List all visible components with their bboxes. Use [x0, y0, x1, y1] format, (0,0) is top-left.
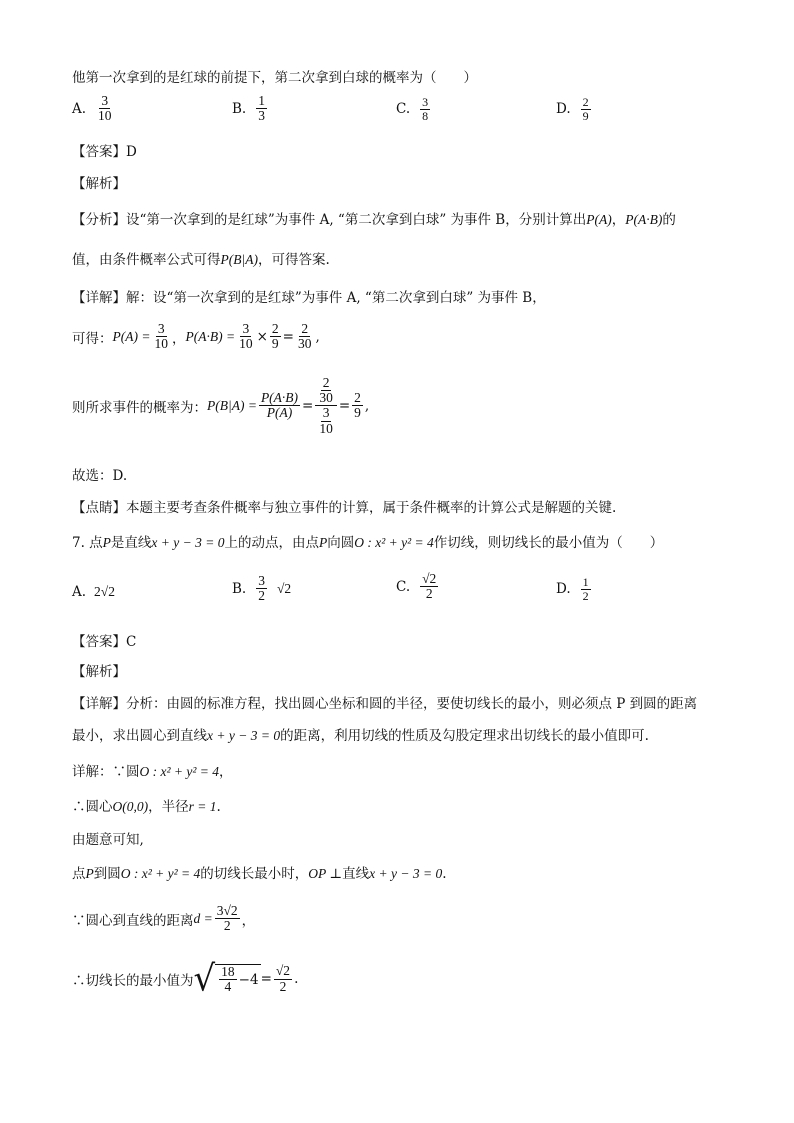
q7-distance: ∵圆心到直线的距离 d = $\frac{3√2}{2}$ ，	[72, 903, 256, 934]
q7-tangent-condition: 点P到圆O : x² + y² = 4的切线长最小时，OP ⊥直线x + y − 3 = 0.	[72, 866, 447, 882]
q6-option-a[interactable]: A. $\frac{3}{10}$	[72, 93, 112, 124]
q6-kede-line: 可得： P(A) = $\frac{3}{10}$ ， P(A·B) = $\frac{3}{10}$ × $\frac{2}{9}$ = $\frac{2}{30}$ ,	[72, 321, 320, 352]
q6-stem-tail: 他第一次拿到的是红球的前提下，第二次拿到白球的概率为（ ）	[72, 70, 477, 86]
q7-detail-1: 【详解】分析：由圆的标准方程，找出圆心坐标和圆的半径，要使切线长的最小，则必须点 P 到圆的距离	[72, 696, 698, 712]
q7-stem: 7. 点P是直线x + y − 3 = 0上的动点，由点P向圆O : x² + y² = 4作切线，则切线长的最小值为（ ）	[72, 535, 664, 551]
q7-min-length: ∴切线长的最小值为 √ $\frac{18}{4}$ −4 = $\frac{√2}{2}$ .	[72, 958, 299, 1000]
q6-fenxi-line2: 值，由条件概率公式可得P(B|A)，可得答案.	[72, 252, 330, 268]
q6-detail-line1: 【详解】解：设“第一次拿到的是红球”为事件 A, “第二次拿到白球” 为事件 B，	[72, 290, 546, 306]
square-root: √ $\frac{18}{4}$ −4	[193, 958, 259, 1000]
q6-answer: 【答案】D	[72, 144, 137, 160]
q6-suoqiu-line: 则所求事件的概率为： P(B|A) = $\frac{P(A\cdot B)}{P(A)}$ = $\frac{\frac{2}{30}}{\frac{3}{10}}$ = $\frac{2}{9}$ ,	[72, 375, 370, 436]
q7-detail-2: 最小，求出圆心到直线x + y − 3 = 0的距离，利用切线的性质及勾股定理求出切线长的最小值即可.	[72, 728, 649, 744]
q6-guxuan: 故选：D.	[72, 468, 128, 484]
q7-option-a[interactable]: A. 2√2	[72, 584, 115, 600]
q7-yiti: 由题意可知,	[72, 832, 144, 848]
q7-answer: 【答案】C	[72, 634, 137, 650]
q6-option-c-fraction: $\frac{3}{8}$	[422, 95, 429, 123]
q7-option-b[interactable]: B. $\frac{3}{2}$ √2	[232, 573, 292, 604]
q6-option-d-fraction: $\frac{2}{9}$	[582, 95, 589, 123]
q6-fenxi-line1: 【分析】设“第一次拿到的是红球”为事件 A, “第二次拿到白球” 为事件 B，分别计算出P(A)，P(A·B)的	[72, 212, 676, 228]
q7-xiangjie: 详解：∵圆O : x² + y² = 4，	[72, 764, 233, 780]
q6-option-b-fraction: $\frac{1}{3}$	[258, 93, 265, 124]
q6-option-a-fraction: $\frac{3}{10}$	[98, 93, 112, 124]
q6-option-d[interactable]: D. $\frac{2}{9}$	[556, 95, 589, 123]
q7-center: ∴圆心O(0,0)，半径r = 1.	[72, 799, 221, 815]
q6-dianjing: 【点睛】本题主要考查条件概率与独立事件的计算，属于条件概率的计算公式是解题的关键.	[72, 500, 617, 516]
q7-option-d[interactable]: D. $\frac{1}{2}$	[556, 575, 589, 603]
q6-analysis-heading: 【解析】	[72, 176, 126, 192]
q6-option-c[interactable]: C. $\frac{3}{8}$	[396, 95, 429, 123]
q7-option-c[interactable]: C. $\frac{√2}{2}$	[396, 571, 437, 602]
compound-fraction: $\frac{\frac{2}{30}}{\frac{3}{10}}$	[315, 376, 337, 436]
q6-option-b[interactable]: B. $\frac{1}{3}$	[232, 93, 265, 124]
q7-analysis-heading: 【解析】	[72, 664, 126, 680]
